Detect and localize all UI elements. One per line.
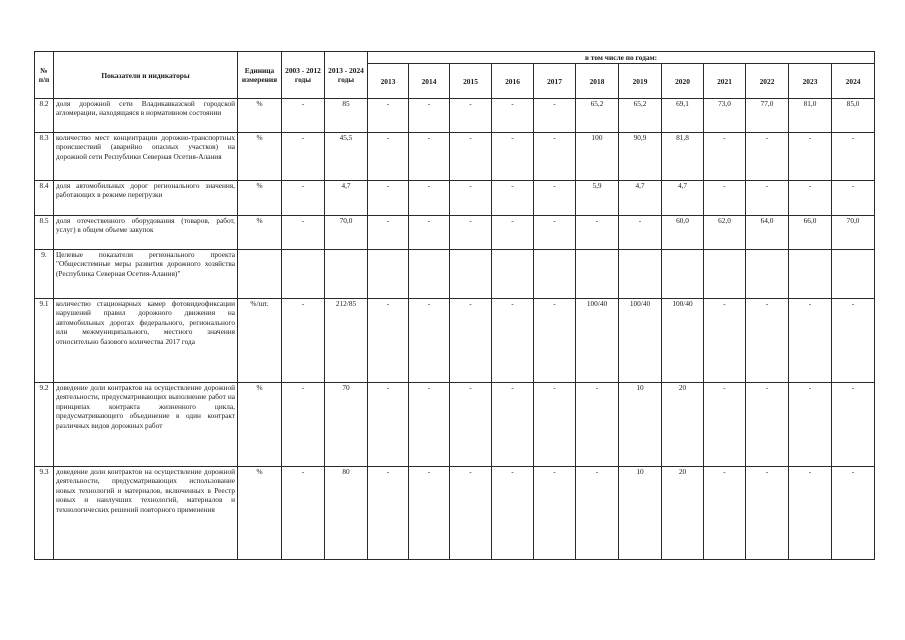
unit-cell: % — [238, 99, 282, 133]
row-number: 9. — [35, 250, 54, 299]
period-2003-2012-cell — [282, 250, 325, 299]
unit-cell: % — [238, 467, 282, 560]
year-value-cell: - — [450, 133, 492, 181]
year-value-cell: 66,0 — [789, 216, 832, 250]
header-by-years: в том числе по годам: — [368, 52, 875, 64]
year-value-cell: - — [450, 383, 492, 467]
year-value-cell: - — [704, 181, 746, 216]
header-year-2016: 2016 — [492, 64, 534, 99]
year-value-cell: 4,7 — [662, 181, 704, 216]
unit-cell: % — [238, 216, 282, 250]
table-row — [35, 99, 875, 133]
year-value-cell: - — [492, 99, 534, 133]
year-value-cell — [534, 250, 576, 299]
year-value-cell — [576, 250, 619, 299]
year-value-cell: - — [492, 467, 534, 560]
header-year-2017: 2017 — [534, 64, 576, 99]
year-value-cell — [662, 250, 704, 299]
year-value-cell: 10 — [619, 383, 662, 467]
year-value-cell: - — [450, 99, 492, 133]
year-value-cell: - — [409, 467, 450, 560]
year-value-cell: - — [450, 467, 492, 560]
table-row — [35, 216, 875, 250]
table-row — [35, 467, 875, 560]
year-value-cell: - — [368, 299, 409, 383]
period-2013-2024-cell — [325, 250, 368, 299]
header-indicators: Показатели и индикаторы — [54, 52, 238, 99]
year-value-cell: - — [576, 216, 619, 250]
year-value-cell: - — [832, 299, 875, 383]
header-year-2019: 2019 — [619, 64, 662, 99]
unit-cell: % — [238, 181, 282, 216]
header-year-2013: 2013 — [368, 64, 409, 99]
year-value-cell: - — [409, 99, 450, 133]
year-value-cell: - — [492, 383, 534, 467]
year-value-cell: - — [704, 299, 746, 383]
table-row — [35, 250, 875, 299]
year-value-cell: 85,0 — [832, 99, 875, 133]
year-value-cell: - — [409, 181, 450, 216]
year-value-cell: - — [409, 133, 450, 181]
year-value-cell: - — [746, 467, 789, 560]
period-2003-2012-cell: - — [282, 133, 325, 181]
indicator-name: Целевые показатели регионального проекта "Общесистемные меры развития дорожного хозяйства (Республика Северная Осетия-Алания)" — [54, 250, 238, 299]
year-value-cell: - — [450, 216, 492, 250]
row-number: 8.3 — [35, 133, 54, 181]
period-2003-2012-cell: - — [282, 99, 325, 133]
year-value-cell: 81,0 — [789, 99, 832, 133]
year-value-cell: 100/40 — [576, 299, 619, 383]
year-value-cell: - — [368, 181, 409, 216]
period-2013-2024-cell: 70,0 — [325, 216, 368, 250]
year-value-cell: - — [832, 181, 875, 216]
indicator-name: доля отечественного оборудования (товаров, работ, услуг) в общем объеме закупок — [54, 216, 238, 250]
year-value-cell: - — [576, 383, 619, 467]
year-value-cell: - — [534, 181, 576, 216]
year-value-cell: 64,0 — [746, 216, 789, 250]
period-2003-2012-cell: - — [282, 383, 325, 467]
year-value-cell: 69,1 — [662, 99, 704, 133]
unit-cell: %/шт. — [238, 299, 282, 383]
indicator-name: доведение доли контрактов на осуществление дорожной деятельности, предусматривающих выполнение работ на принципах контракта жизненного цикла, предусматривающего объединение в один контракт различных видов дорожных работ — [54, 383, 238, 467]
year-value-cell: 65,2 — [576, 99, 619, 133]
year-value-cell: - — [704, 467, 746, 560]
year-value-cell: 20 — [662, 383, 704, 467]
year-value-cell: - — [534, 216, 576, 250]
year-value-cell: - — [789, 133, 832, 181]
table-body — [35, 99, 875, 560]
year-value-cell: 5,9 — [576, 181, 619, 216]
period-2013-2024-cell: 212/85 — [325, 299, 368, 383]
year-value-cell — [450, 250, 492, 299]
year-value-cell: - — [746, 181, 789, 216]
table-row — [35, 133, 875, 181]
year-value-cell: - — [789, 383, 832, 467]
table-row — [35, 299, 875, 383]
unit-cell — [238, 250, 282, 299]
indicator-name: количество мест концентрации дорожно-транспортных происшествий (аварийно опасных участков) на дорожной сети Республики Северная Осетия-Алания — [54, 133, 238, 181]
unit-cell: % — [238, 383, 282, 467]
year-value-cell: - — [492, 216, 534, 250]
year-value-cell: - — [832, 133, 875, 181]
year-value-cell: - — [368, 383, 409, 467]
header-year-2018: 2018 — [576, 64, 619, 99]
year-value-cell: - — [492, 299, 534, 383]
year-value-cell: - — [450, 181, 492, 216]
row-number: 9.3 — [35, 467, 54, 560]
year-value-cell: - — [534, 99, 576, 133]
year-value-cell: - — [704, 133, 746, 181]
indicator-name: количество стационарных камер фотовидеофиксации нарушений правил дорожного движения на автомобильных дорогах федерального, регионального или межмуниципального, местного значения относительно базового количества 2017 года — [54, 299, 238, 383]
year-value-cell — [368, 250, 409, 299]
year-value-cell — [619, 250, 662, 299]
header-year-2024: 2024 — [832, 64, 875, 99]
year-value-cell: - — [832, 383, 875, 467]
year-value-cell: 4,7 — [619, 181, 662, 216]
header-unit: Единица измерения — [238, 52, 282, 99]
year-value-cell: - — [492, 133, 534, 181]
header-year-2023: 2023 — [789, 64, 832, 99]
year-value-cell: - — [534, 133, 576, 181]
indicator-name: доведение доли контрактов на осуществление дорожной деятельности, предусматривающих использование новых технологий и материалов, включенных в Реестр новых и наилучших технологий, материалов и технологических решений повторного применения — [54, 467, 238, 560]
header-period-2003: 2003 - 2012 годы — [282, 52, 325, 99]
year-value-cell — [704, 250, 746, 299]
year-value-cell: 90,9 — [619, 133, 662, 181]
year-value-cell: 65,2 — [619, 99, 662, 133]
header-year-2015: 2015 — [450, 64, 492, 99]
period-2013-2024-cell: 80 — [325, 467, 368, 560]
year-value-cell: - — [368, 216, 409, 250]
year-value-cell: - — [576, 467, 619, 560]
table-row — [35, 383, 875, 467]
year-value-cell: 77,0 — [746, 99, 789, 133]
table-row — [35, 181, 875, 216]
row-number: 9.2 — [35, 383, 54, 467]
year-value-cell: - — [492, 181, 534, 216]
year-value-cell — [409, 250, 450, 299]
year-value-cell: 73,0 — [704, 99, 746, 133]
year-value-cell: - — [746, 383, 789, 467]
year-value-cell: - — [534, 383, 576, 467]
year-value-cell: 60,0 — [662, 216, 704, 250]
year-value-cell: 100/40 — [662, 299, 704, 383]
year-value-cell: - — [746, 299, 789, 383]
period-2003-2012-cell: - — [282, 299, 325, 383]
period-2013-2024-cell: 45,5 — [325, 133, 368, 181]
header-period-2013: 2013 - 2024 годы — [325, 52, 368, 99]
year-value-cell: 62,0 — [704, 216, 746, 250]
header-year-2014: 2014 — [409, 64, 450, 99]
year-value-cell: - — [746, 133, 789, 181]
year-value-cell: 70,0 — [832, 216, 875, 250]
period-2003-2012-cell: - — [282, 467, 325, 560]
year-value-cell: 100 — [576, 133, 619, 181]
year-value-cell: - — [534, 467, 576, 560]
year-value-cell: - — [832, 467, 875, 560]
year-value-cell: - — [619, 216, 662, 250]
header-year-2022: 2022 — [746, 64, 789, 99]
year-value-cell — [832, 250, 875, 299]
row-number: 8.4 — [35, 181, 54, 216]
year-value-cell: 81,8 — [662, 133, 704, 181]
year-value-cell: 100/40 — [619, 299, 662, 383]
period-2013-2024-cell: 4,7 — [325, 181, 368, 216]
year-value-cell: 10 — [619, 467, 662, 560]
year-value-cell: - — [789, 299, 832, 383]
year-value-cell: - — [409, 383, 450, 467]
period-2003-2012-cell: - — [282, 181, 325, 216]
year-value-cell: - — [789, 467, 832, 560]
year-value-cell: - — [789, 181, 832, 216]
period-2013-2024-cell: 70 — [325, 383, 368, 467]
year-value-cell: - — [450, 299, 492, 383]
year-value-cell: - — [368, 467, 409, 560]
year-value-cell: - — [534, 299, 576, 383]
period-2013-2024-cell: 85 — [325, 99, 368, 133]
header-year-2021: 2021 — [704, 64, 746, 99]
header-no: № п/п — [35, 52, 54, 99]
year-value-cell — [492, 250, 534, 299]
row-number: 9.1 — [35, 299, 54, 383]
unit-cell: % — [238, 133, 282, 181]
indicator-name: доля автомобильных дорог регионального значения, работающих в режиме перегрузки — [54, 181, 238, 216]
header-year-2020: 2020 — [662, 64, 704, 99]
indicator-name: доля дорожной сети Владикавказской городской агломерации, находящаяся в нормативном состоянии — [54, 99, 238, 133]
year-value-cell: - — [409, 299, 450, 383]
year-value-cell: - — [704, 383, 746, 467]
year-value-cell — [789, 250, 832, 299]
year-value-cell: 20 — [662, 467, 704, 560]
row-number: 8.5 — [35, 216, 54, 250]
row-number: 8.2 — [35, 99, 54, 133]
year-value-cell: - — [368, 133, 409, 181]
period-2003-2012-cell: - — [282, 216, 325, 250]
year-value-cell — [746, 250, 789, 299]
indicators-table — [34, 51, 875, 560]
year-value-cell: - — [409, 216, 450, 250]
year-value-cell: - — [368, 99, 409, 133]
